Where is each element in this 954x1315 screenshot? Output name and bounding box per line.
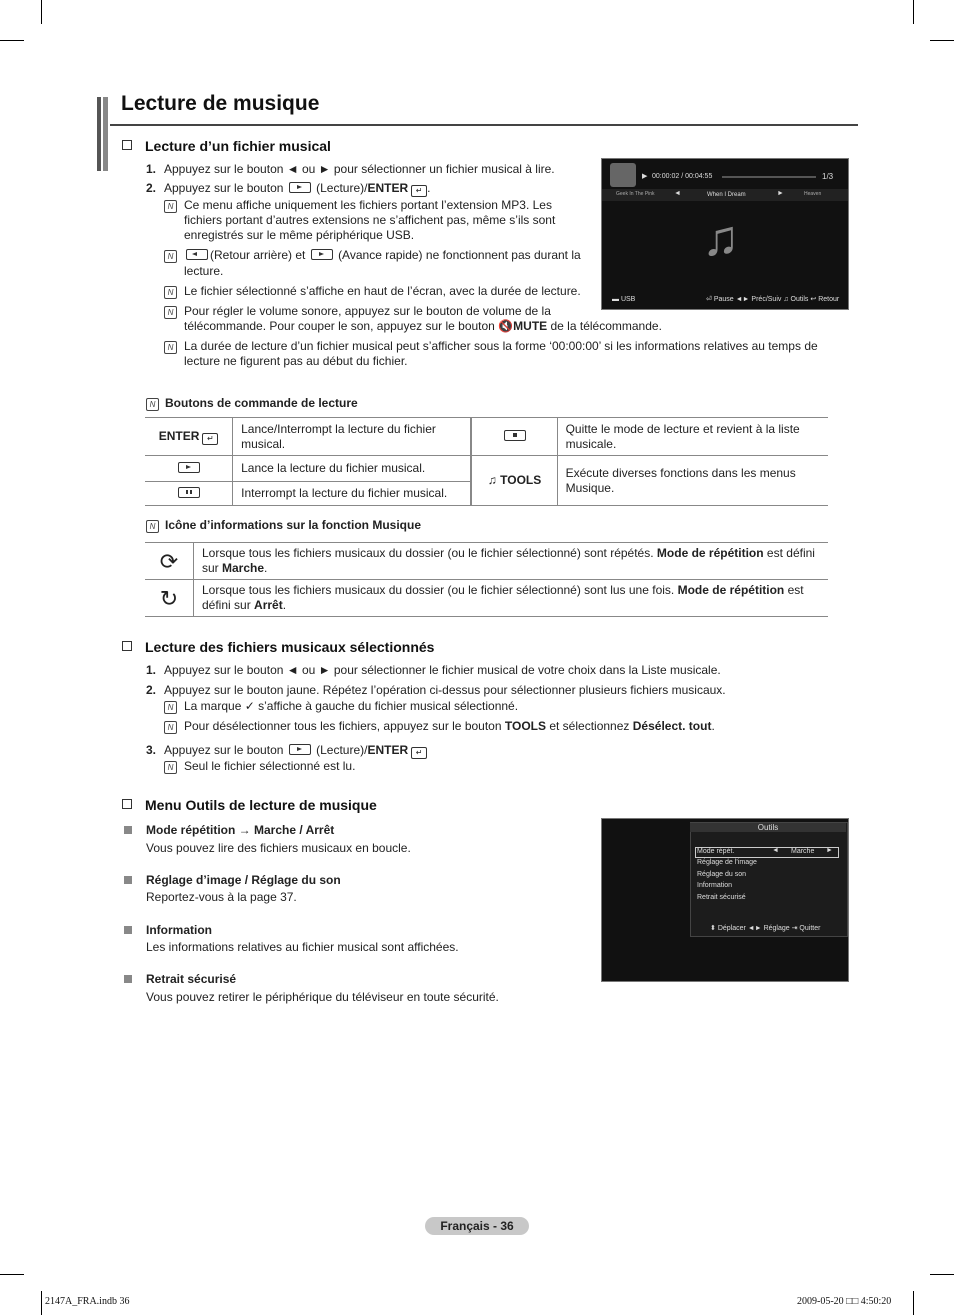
pause-description: Interrompt la lecture du fichier musical. [233,482,472,506]
note-icon: N [164,250,177,263]
step-text: Appuyez sur le bouton jaune. Répétez l’opération ci-dessus pour sélectionner plusieurs fichiers musicaux. [164,683,726,697]
tools-menu-screen [601,818,849,982]
step-text: Appuyez sur le bouton (Lecture)/ENTER ↵ . [164,181,431,195]
note-icon: N [164,761,177,774]
left-arrow-icon: ◄ [674,190,681,197]
item-description: Vous pouvez lire des fichiers musicaux en boucle. [146,841,411,855]
note-text: (Retour arrière) et (Avance rapide) ne fonctionnent pas durant la [184,248,581,263]
file-info: 2147A_FRA.indb 36 [45,1296,130,1307]
usb-label: ▬ USB [612,296,636,303]
margin-bar [97,97,101,171]
section-title-fichiers-selectionnes: Lecture des fichiers musicaux sélectionnés [122,639,434,655]
play-button-icon [178,462,200,473]
controls-heading: Boutons de commande de lecture [165,396,358,410]
fast-forward-icon [311,249,333,260]
menu-item[interactable]: Retrait sécurisé [697,894,746,901]
note-icon: N [164,701,177,714]
prev-track: Geek In The Pink [616,191,655,197]
note-icon: N [146,398,159,411]
note-text: La durée de lecture d’un fichier musical peut s’afficher sous la forme ‘00:00:00’ si les informations relatives au temps de [184,339,818,353]
pause-button-icon [178,487,200,498]
tools-icon: ♫ [487,473,497,487]
play-description: Lance la lecture du fichier musical. [233,456,472,482]
bullet-icon [124,876,132,884]
icons-heading: Icône d’informations sur la fonction Musique [165,518,422,532]
current-track: When I Dream [707,192,746,198]
section-title-menu-outils: Menu Outils de lecture de musique [122,797,377,813]
music-note-icon: ♫ [702,210,740,266]
screen-controls: ⏎ Pause ◄► Préc/Suiv ♫ Outils ↩ Retour [706,296,840,303]
step-text: Appuyez sur le bouton (Lecture)/ENTER ↵ [164,743,427,759]
note-text: Le fichier sélectionné s’affiche en haut de l’écran, avec la durée de lecture. [184,284,581,298]
title-rule [110,124,858,126]
enter-description: Lance/Interrompt la lecture du fichier musical. [233,418,472,456]
left-arrow-icon: ◄ [772,847,779,854]
item-title: Retrait sécurisé [146,972,237,986]
note-text: Ce menu affiche uniquement les fichiers portant l’extension MP3. Les [184,198,552,212]
enter-icon: ↵ [411,747,427,759]
note-icon: N [164,721,177,734]
tools-menu-title: Outils [690,823,846,832]
screen-controls: ⬍ Déplacer ◄► Réglage ⇥ Quitter [710,925,821,932]
page-number-badge: Français - 36 [425,1217,529,1235]
music-player-screen [601,158,849,310]
item-title: Réglage d’image / Réglage du son [146,873,341,887]
mute-icon: 🔇 [498,319,514,333]
enter-cell: ENTER ↵ [145,418,233,456]
step-number: 3. [146,743,157,757]
note-text: télécommande. Pour couper le son, appuyez sur le bouton 🔇MUTE de la télécommande. [184,319,662,333]
step-number: 2. [146,181,157,195]
repeat-off-description: Lorsque tous les fichiers musicaux du dossier (ou le fichier sélectionné) sont lus une fois. Mode de répétition est défini sur Arrêt. [194,580,829,617]
checkmark-icon: ✓ [244,699,255,713]
note-text: Seul le fichier sélectionné est lu. [184,759,356,773]
note-text: La marque ✓ s’affiche à gauche du fichier musical sélectionné. [184,699,519,713]
menu-item[interactable]: Réglage du son [697,871,747,878]
enter-icon: ↵ [411,185,427,197]
step-number: 1. [146,663,157,677]
repeat-once-icon: ↻ [145,580,194,617]
stop-cell [471,418,557,456]
track-count: 1/3 [822,172,834,181]
margin-bar [103,97,108,171]
note-text: lecture. [184,264,224,278]
mode-repeat-label: Mode répét. [697,848,735,855]
progress-bar [722,176,816,178]
album-icon [610,163,636,187]
note-text: Pour désélectionner tous les fichiers, appuyez sur le bouton TOOLS et sélectionnez Désélect. tout. [184,719,715,733]
print-date: 2009-05-20 □□ 4:50:20 [797,1296,892,1307]
note-icon: N [164,286,177,299]
repeat-on-description: Lorsque tous les fichiers musicaux du dossier (ou le fichier sélectionné) sont répétés. Mode de répétition est défini sur Marche. [194,543,829,580]
menu-item[interactable]: Réglage de l’image [697,859,757,866]
icons-table [145,542,828,617]
tools-description: Exécute diverses fonctions dans les menus Musique. [557,456,828,506]
note-text: enregistrés sur le même périphérique USB. [184,228,415,242]
playback-time: 00:00:02 / 00:04:55 [652,173,713,180]
play-button-icon [289,744,311,755]
next-track: Heaven [804,191,822,197]
checkbox-icon [122,641,132,651]
bullet-icon [124,975,132,983]
controls-table [145,417,828,506]
menu-item[interactable]: Information [697,882,733,889]
right-arrow-icon: ► [777,190,784,197]
step-number: 1. [146,162,157,176]
item-description: Vous pouvez retirer le périphérique du téléviseur en toute sécurité. [146,990,499,1004]
enter-icon: ↵ [202,433,218,445]
bullet-icon [124,826,132,834]
tools-cell: ♫ TOOLS [471,456,557,506]
step-text: Appuyez sur le bouton ◄ ou ► pour sélectionner le fichier musical de votre choix dans la Liste musicale. [164,663,721,677]
item-title: Information [146,923,212,937]
checkbox-icon [122,140,132,150]
note-icon: N [164,341,177,354]
item-title: Mode répétition → Marche / Arrêt [146,823,335,837]
play-button-icon [289,182,311,193]
bullet-icon [124,926,132,934]
note-icon: N [164,306,177,319]
note-text: Pour régler le volume sonore, appuyez sur le bouton de volume de la [184,304,551,318]
stop-description: Quitte le mode de lecture et revient à la liste musicale. [557,418,828,456]
step-text: Appuyez sur le bouton ◄ ou ► pour sélectionner un fichier musical à lire. [164,162,555,176]
mode-repeat-value: Marche [791,848,815,855]
note-text: fichiers portant d’autres extensions ne s’affichent pas, même s’ils sont [184,213,556,227]
play-state-icon: ▶ [642,173,648,180]
page-title: Lecture de musique [121,92,320,115]
step-number: 2. [146,683,157,697]
repeat-all-icon: ⟳ [145,543,194,580]
section-title-lecture-fichier: Lecture d’un fichier musical [122,138,331,154]
play-cell [145,456,233,482]
pause-cell [145,482,233,506]
stop-button-icon [504,430,526,441]
rewind-icon [186,249,208,260]
item-description: Reportez-vous à la page 37. [146,890,297,904]
item-description: Les informations relatives au fichier musical sont affichées. [146,940,459,954]
note-icon: N [164,200,177,213]
right-arrow-icon: ► [826,847,833,854]
checkbox-icon [122,799,132,809]
note-text: lecture ne figurent pas au début du fichier. [184,354,408,368]
note-icon: N [146,520,159,533]
